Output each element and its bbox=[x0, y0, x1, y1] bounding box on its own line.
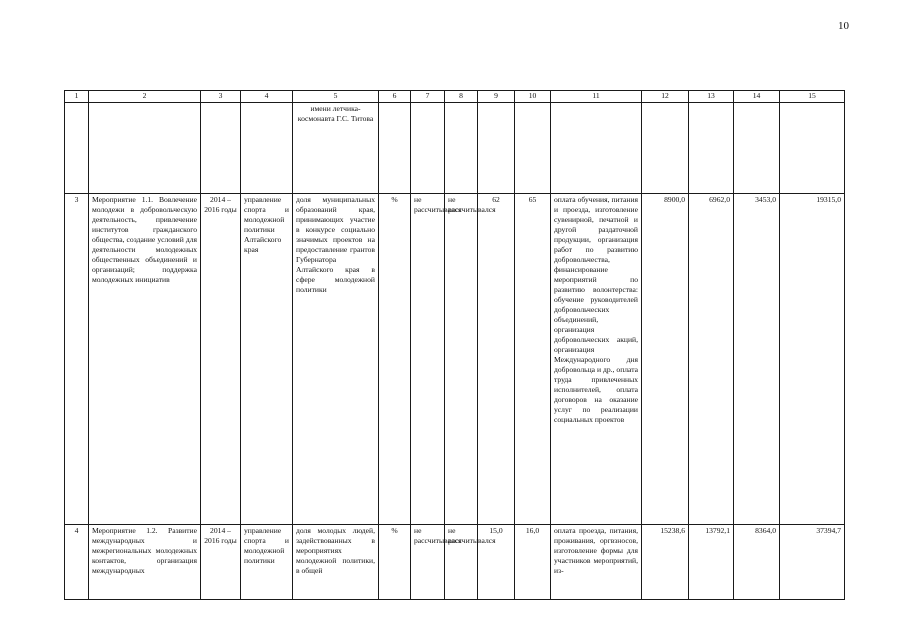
unit-cell: % bbox=[379, 194, 411, 525]
column-header: 15 bbox=[780, 91, 845, 103]
table-cell bbox=[445, 103, 478, 194]
table-cell bbox=[65, 103, 89, 194]
value-cell: 15,0 bbox=[478, 525, 515, 600]
continuation-indicator-cell: имени летчика-космонавта Г.С. Титова bbox=[293, 103, 379, 194]
column-header: 7 bbox=[411, 91, 445, 103]
indicator-cell: доля молодых людей, задействованных в мероприятиях молодежной политики, в общей bbox=[293, 525, 379, 600]
table-cell bbox=[689, 103, 734, 194]
column-header: 8 bbox=[445, 91, 478, 103]
period-cell: 2014 – 2016 годы bbox=[201, 525, 241, 600]
table-cell bbox=[379, 103, 411, 194]
table-row bbox=[65, 194, 845, 525]
column-header: 3 bbox=[201, 91, 241, 103]
column-header: 5 bbox=[293, 91, 379, 103]
value-cell: не рассчитывался bbox=[445, 194, 478, 525]
funding-cell: 15238,6 bbox=[642, 525, 689, 600]
table-cell bbox=[411, 103, 445, 194]
measure-name-cell: Мероприятие 1.2. Развитие международных и межрегиональных молодежных контактов, организация международных bbox=[89, 525, 201, 600]
funding-total-cell: 37394,7 bbox=[780, 525, 845, 600]
funding-cell: 3453,0 bbox=[734, 194, 780, 525]
expenses-cell: оплата обучения, питания и проезда, изготовление сувенирной, печатной и другой раздаточной продукции, организация работ по развитию добровольчества, финансирование мероприятий по развитию волонтерства: обучение руководителей добровольческих объединений, организация добровольческих акций, организация Международного дня добровольца и др., оплата труда привлеченных исполнителей, оплата договоров на оказание услуг по реализации социальных проектов bbox=[551, 194, 642, 525]
value-cell: 62 bbox=[478, 194, 515, 525]
expenses-cell: оплата проезда, питания, проживания, оргвзносов, изготовление формы для участников мероприятий, из- bbox=[551, 525, 642, 600]
table-cell bbox=[642, 103, 689, 194]
program-measures-table bbox=[64, 90, 845, 600]
table-cell bbox=[551, 103, 642, 194]
column-header: 1 bbox=[65, 91, 89, 103]
value-cell: не рассчитывался bbox=[411, 194, 445, 525]
table-row bbox=[65, 525, 845, 600]
column-number-header-row bbox=[65, 91, 845, 103]
column-header: 11 bbox=[551, 91, 642, 103]
value-cell: не рассчитывался bbox=[445, 525, 478, 600]
column-header: 9 bbox=[478, 91, 515, 103]
column-header: 4 bbox=[241, 91, 293, 103]
period-cell: 2014 – 2016 годы bbox=[201, 194, 241, 525]
table-cell bbox=[201, 103, 241, 194]
column-header: 10 bbox=[515, 91, 551, 103]
column-header: 13 bbox=[689, 91, 734, 103]
continuation-row bbox=[65, 103, 845, 194]
column-header: 2 bbox=[89, 91, 201, 103]
page-number: 10 bbox=[838, 20, 849, 32]
column-header: 12 bbox=[642, 91, 689, 103]
value-cell: 65 bbox=[515, 194, 551, 525]
funding-cell: 8900,0 bbox=[642, 194, 689, 525]
row-number-cell: 3 bbox=[65, 194, 89, 525]
measure-name-cell: Мероприятие 1.1. Вовлечение молодежи в добровольческую деятельность, привлечение институтов гражданского общества, создание условий для деятельности молодежных общественных объединений и организаций; поддержка молодежных инициатив bbox=[89, 194, 201, 525]
table-cell bbox=[241, 103, 293, 194]
executor-cell: управление спорта и молодежной политики Алтайского края bbox=[241, 194, 293, 525]
table-cell bbox=[478, 103, 515, 194]
indicator-cell: доля муниципальных образований края, принимающих участие в конкурсе социально значимых проектов на предоставление грантов Губернатора Алтайского края в сфере молодежной политики bbox=[293, 194, 379, 525]
table-cell bbox=[780, 103, 845, 194]
value-cell: 16,0 bbox=[515, 525, 551, 600]
value-cell: не рассчитывался bbox=[411, 525, 445, 600]
table-cell bbox=[515, 103, 551, 194]
row-number-cell: 4 bbox=[65, 525, 89, 600]
funding-cell: 6962,0 bbox=[689, 194, 734, 525]
unit-cell: % bbox=[379, 525, 411, 600]
executor-cell: управление спорта и молодежной политики bbox=[241, 525, 293, 600]
funding-cell: 8364,0 bbox=[734, 525, 780, 600]
funding-cell: 13792,1 bbox=[689, 525, 734, 600]
column-header: 6 bbox=[379, 91, 411, 103]
funding-total-cell: 19315,0 bbox=[780, 194, 845, 525]
table-cell bbox=[89, 103, 201, 194]
table-cell bbox=[734, 103, 780, 194]
column-header: 14 bbox=[734, 91, 780, 103]
